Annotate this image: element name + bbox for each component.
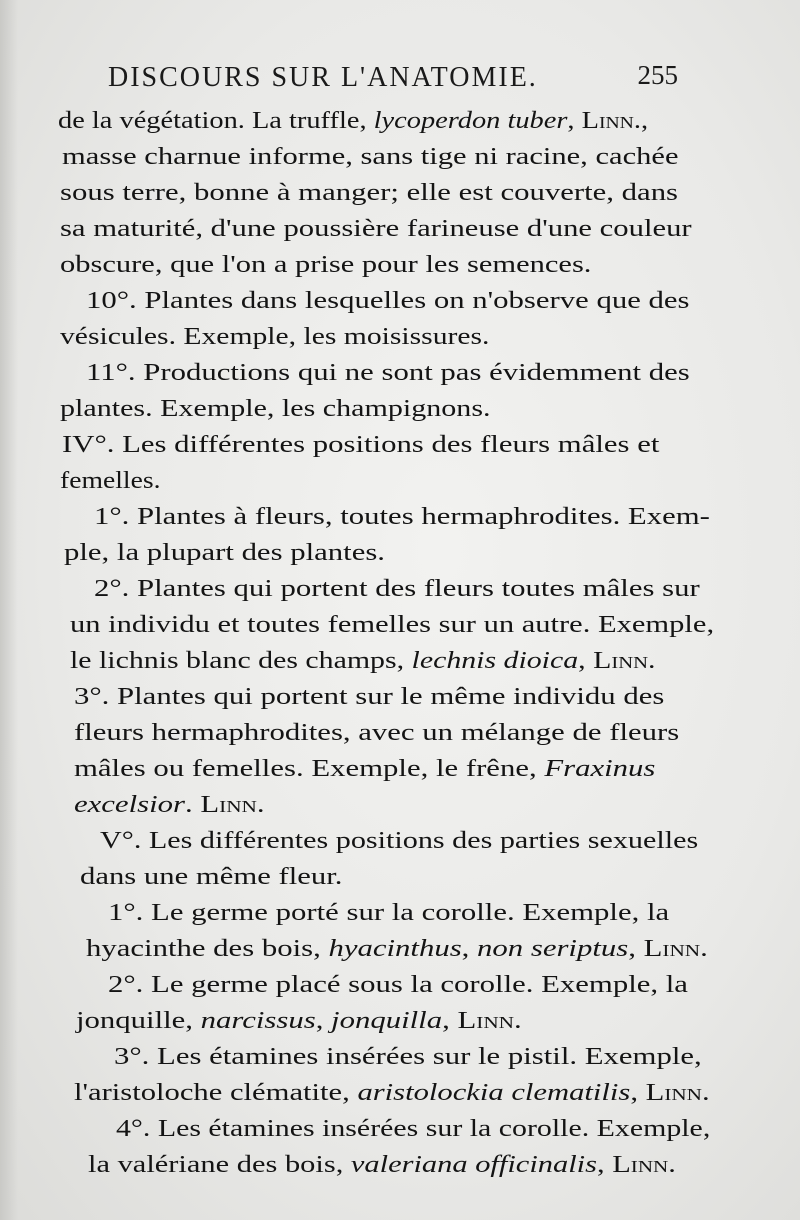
text-run: . <box>700 935 708 962</box>
text-line <box>64 536 385 570</box>
text-line <box>74 716 679 750</box>
author-abbreviation: Linn <box>457 1007 515 1034</box>
text-run: sous terre, bonne à manger; elle est couverte, dans <box>60 179 679 206</box>
text-run: 11°. Productions qui ne sont pas évidemment des <box>86 359 690 386</box>
text-line <box>108 968 688 1002</box>
italic-term: hyacinthus <box>328 935 462 962</box>
text-run: obscure, que l'on a prise pour les semences. <box>60 251 592 278</box>
text-line <box>74 1076 710 1110</box>
text-line <box>88 1148 676 1182</box>
text-run: ple, la plupart des plantes. <box>64 539 385 566</box>
text-run: femelles. <box>60 467 161 494</box>
text-line <box>74 680 664 714</box>
text-line <box>74 752 655 786</box>
text-run: plantes. Exemple, les champignons. <box>60 395 491 422</box>
text-run: 2°. Plantes qui portent des fleurs toutes mâles sur <box>94 575 700 602</box>
text-run: , <box>578 647 594 674</box>
author-abbreviation: Linn <box>612 1151 669 1178</box>
text-line <box>70 644 655 678</box>
italic-term: valeriana officinalis <box>350 1151 597 1178</box>
text-run: . <box>648 647 656 674</box>
text-line <box>60 320 489 354</box>
text-run: 2°. Le germe placé sous la corolle. Exemple, la <box>108 971 688 998</box>
text-run: , <box>630 1079 646 1106</box>
italic-term: lycoperdon tuber <box>373 107 568 134</box>
italic-term: lechnis dioica <box>411 647 579 674</box>
text-line <box>60 176 678 210</box>
text-run: 10°. Plantes dans lesquelles on n'observe que des <box>86 287 690 314</box>
text-run: la valériane des bois, <box>88 1151 351 1178</box>
text-line <box>100 824 698 858</box>
text-line <box>108 896 669 930</box>
text-line <box>70 608 714 642</box>
text-line <box>86 284 690 318</box>
italic-term: aristolockia clematilis <box>357 1079 631 1106</box>
text-line <box>114 1040 702 1074</box>
text-run: 4°. Les étamines insérées sur la corolle. Exemple, <box>116 1115 711 1142</box>
text-run: dans une même fleur. <box>80 863 343 890</box>
text-run: hyacinthe des bois, <box>86 935 329 962</box>
text-run: . <box>256 791 265 818</box>
text-line <box>86 356 690 390</box>
text-run: . <box>668 1151 676 1178</box>
italic-term: narcissus <box>200 1007 316 1034</box>
running-header <box>108 58 678 102</box>
text-line <box>76 1004 522 1038</box>
text-run: IV°. Les différentes positions des fleurs mâles et <box>62 431 660 458</box>
text-line <box>116 1112 710 1146</box>
text-run: vésicules. Exemple, les moisissures. <box>60 323 490 350</box>
text-run: 1°. Plantes à fleurs, toutes hermaphrodites. Exem- <box>94 503 710 530</box>
text-run: . <box>184 791 201 818</box>
text-line <box>60 212 692 246</box>
italic-term: Fraxinus <box>544 755 656 782</box>
author-abbreviation: Linn <box>643 935 701 962</box>
text-line <box>80 860 342 894</box>
text-run: l'aristoloche clématite, <box>74 1079 358 1106</box>
author-abbreviation: Linn <box>593 647 649 674</box>
text-run: 1°. Le germe porté sur la corolle. Exemple, la <box>108 899 670 926</box>
text-run: 3°. Les étamines insérées sur le pistil. Exemple, <box>114 1043 702 1070</box>
text-line <box>86 932 708 966</box>
text-run: de la végétation. La truffle, <box>58 107 374 134</box>
text-run: masse charnue informe, sans tige ni racine, cachée <box>62 143 679 170</box>
text-run: , <box>442 1007 458 1034</box>
page-number: 255 <box>637 60 678 90</box>
text-run: V°. Les différentes positions des parties sexuelles <box>100 827 699 854</box>
text-run: 3°. Plantes qui portent sur le même individu des <box>74 683 665 710</box>
text-line <box>74 788 265 822</box>
text-line <box>62 140 679 174</box>
text-line <box>94 572 700 606</box>
text-run: , <box>628 935 644 962</box>
italic-term: jonquilla <box>331 1007 443 1034</box>
text-line <box>60 392 491 426</box>
author-abbreviation: Linn <box>200 791 257 818</box>
running-title: DISCOURS SUR L'ANATOMIE. <box>108 62 538 93</box>
text-line <box>60 464 161 498</box>
text-run: jonquille, <box>76 1007 201 1034</box>
text-run: , <box>315 1007 332 1034</box>
italic-term: excelsior <box>74 791 185 818</box>
text-run: mâles ou femelles. Exemple, le frêne, <box>74 755 545 782</box>
text-run: un individu et toutes femelles sur un autre. Exemple, <box>70 611 715 638</box>
text-line <box>94 500 710 534</box>
page-gutter-shadow <box>0 0 18 1220</box>
author-abbreviation: Linn <box>645 1079 702 1106</box>
text-run: sa maturité, d'une poussière farineuse d'une couleur <box>60 215 692 242</box>
text-run: le lichnis blanc des champs, <box>70 647 412 674</box>
text-line <box>58 104 648 138</box>
text-run: fleurs hermaphrodites, avec un mélange de fleurs <box>74 719 680 746</box>
author-abbreviation: Linn <box>581 107 634 134</box>
text-run: . <box>514 1007 522 1034</box>
text-line <box>60 248 591 282</box>
text-run: , <box>461 935 478 962</box>
text-run: ., <box>633 107 649 134</box>
text-run: , <box>596 1151 613 1178</box>
text-line <box>62 428 659 462</box>
text-run: , <box>567 107 582 134</box>
text-run: . <box>701 1079 710 1106</box>
italic-term: non seriptus <box>477 935 629 962</box>
